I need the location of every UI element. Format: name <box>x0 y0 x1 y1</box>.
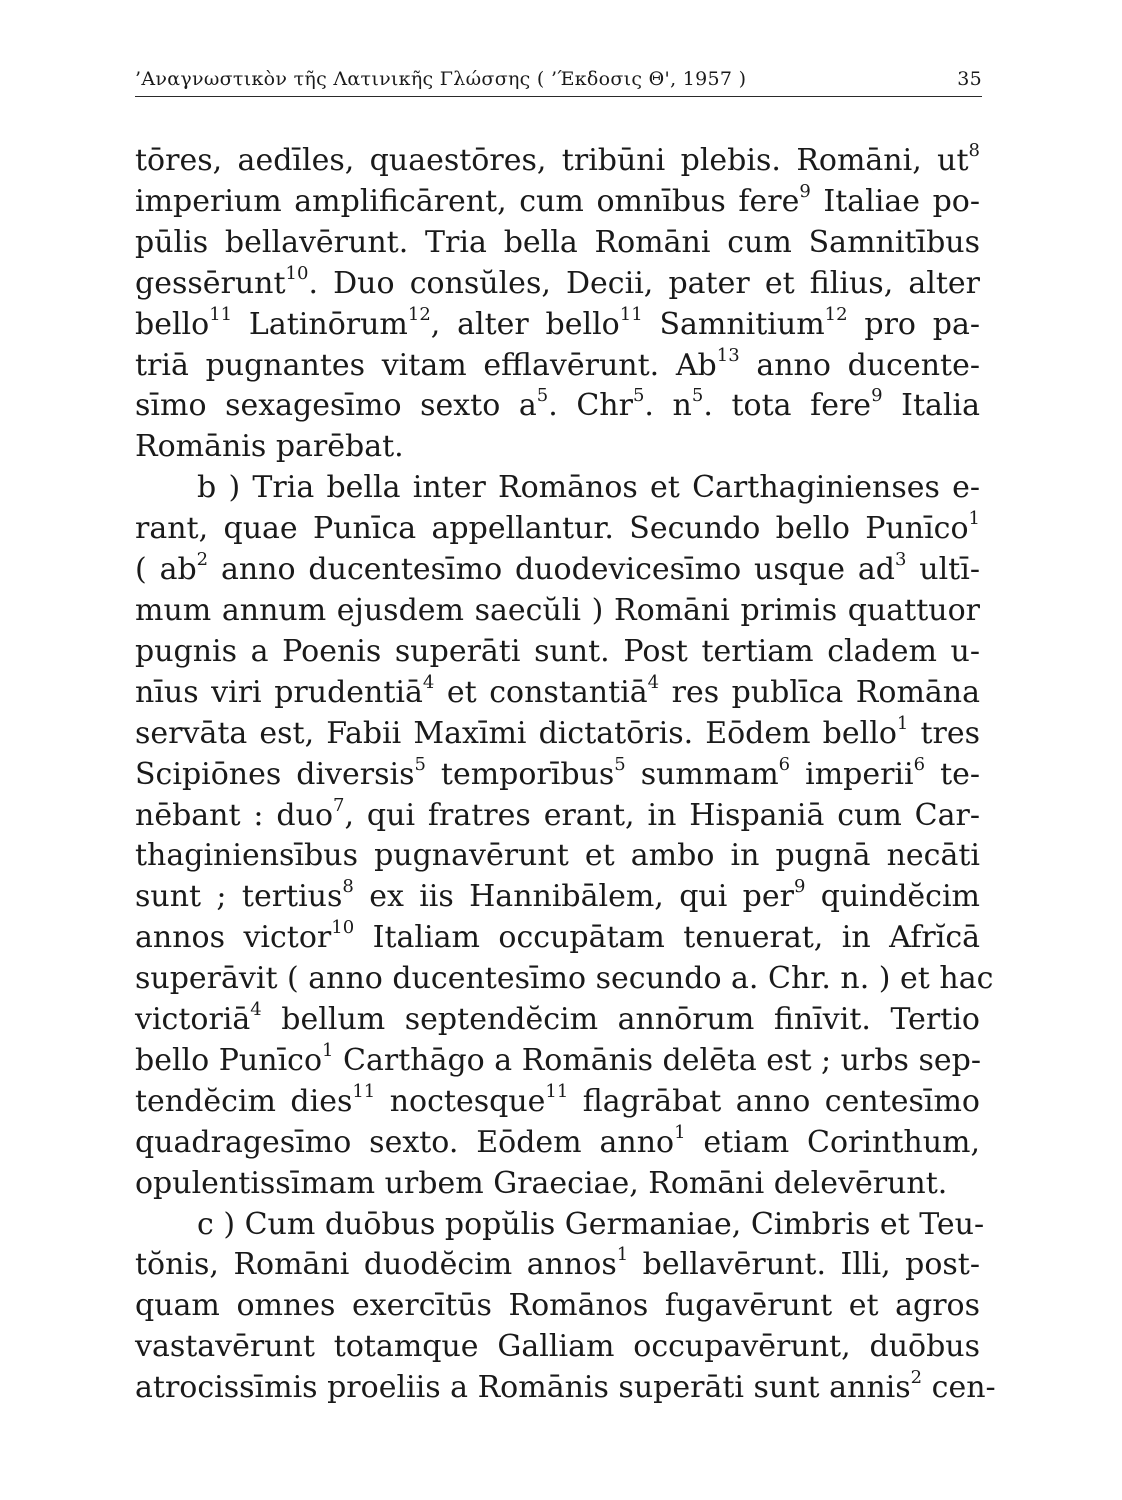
text-run: tendĕcim dies <box>135 1083 353 1119</box>
footnote-marker: 4 <box>250 999 262 1021</box>
text-run: , alter bello <box>430 306 620 342</box>
text-line <box>135 1245 980 1286</box>
text-line <box>135 1082 980 1123</box>
text-run: imperii <box>790 756 914 792</box>
footnote-marker: 3 <box>894 549 907 571</box>
text-run: atrocissīmis proeliis a Romānis superāti sunt annis <box>135 1370 911 1406</box>
footnote-marker: 12 <box>407 303 431 325</box>
footnote-marker: 12 <box>824 303 848 325</box>
text-line <box>135 1041 980 1082</box>
text-line <box>135 877 980 918</box>
text-run: etiam Corinthum, <box>685 1124 980 1160</box>
text-run: nīus viri prudentiā <box>135 674 423 710</box>
text-line <box>135 836 980 877</box>
text-run: opulentissīmam urbem Graeciae, Romāni delevērunt. <box>135 1165 948 1201</box>
footnote-marker: 11 <box>619 303 643 325</box>
text-run: imperium amplificārent, cum omnībus fere <box>135 183 800 219</box>
footnote-marker: 1 <box>968 508 980 530</box>
text-line <box>135 509 980 550</box>
text-run: superāvit ( anno ducentesīmo secundo a. Chr. n. ) et hac <box>135 961 994 997</box>
text-run: noctesque <box>375 1083 546 1119</box>
footnote-marker: 5 <box>536 385 549 407</box>
text-run: sunt ; tertius <box>135 879 343 915</box>
text-run: tōres, aedīles, quaestōres, tribūni plebis. Romāni, ut <box>135 143 969 178</box>
footnote-marker: 5 <box>414 753 426 775</box>
text-run: , qui fratres erant, in Hispaniā cum Car- <box>344 797 981 833</box>
text-run: . Duo consŭles, Decii, pater et filius, alter <box>308 265 980 301</box>
text-run: pugnis a Poenis superāti sunt. Post tertiam cladem u- <box>135 633 980 669</box>
text-line <box>135 223 980 264</box>
paragraph <box>135 468 994 1204</box>
text-line <box>135 346 980 387</box>
text-run: bellavērunt. Illi, post- <box>628 1247 980 1283</box>
text-run: b ) Tria bella inter Romānos et Carthaginienses e- <box>197 470 980 506</box>
paragraph <box>135 141 980 468</box>
text-line <box>135 714 980 755</box>
text-line <box>135 1327 980 1368</box>
text-run: res publīca Romāna <box>659 674 980 710</box>
footnote-marker: 8 <box>968 140 980 161</box>
footnote-marker: 2 <box>196 549 209 571</box>
text-run: Latinōrum <box>232 306 408 342</box>
text-run: victoriā <box>135 1002 251 1038</box>
text-run: rant, quae Punīca appellantur. Secundo bello Punīco <box>135 511 969 547</box>
text-line <box>135 918 980 959</box>
text-run: pūlis bellavērunt. Tria bella Romāni cum Samnitībus <box>135 224 980 260</box>
page-number: 35 <box>957 68 982 90</box>
footnote-marker: 1 <box>674 1121 686 1143</box>
text-run: et constantiā <box>434 674 648 710</box>
footnote-marker: 6 <box>778 753 791 775</box>
text-run: . tota fere <box>703 388 872 424</box>
text-run: pro pa- <box>847 306 980 342</box>
text-run: ( ab <box>135 552 197 588</box>
text-run: ex iis Hannibālem, qui per <box>353 879 794 915</box>
text-line <box>135 591 980 632</box>
footnote-marker: 9 <box>793 876 806 898</box>
footnote-marker: 8 <box>342 876 354 898</box>
paragraph <box>135 1205 996 1410</box>
text-run: flagrābat anno centesīmo <box>568 1083 980 1119</box>
text-run: bello <box>135 306 210 342</box>
text-line <box>135 1000 980 1041</box>
text-line <box>135 468 980 509</box>
text-line <box>135 141 980 182</box>
text-line <box>135 796 980 837</box>
text-run: Italiae po- <box>810 183 980 219</box>
footnote-marker: 1 <box>322 1039 334 1061</box>
footnote-marker: 11 <box>209 303 233 325</box>
text-run: anno ducentesīmo duodevicesīmo usque ad <box>208 552 895 588</box>
footnote-marker: 10 <box>285 262 309 284</box>
text-run: annos victor <box>135 920 332 956</box>
footnote-marker: 6 <box>913 753 926 775</box>
text-run: te- <box>925 756 981 792</box>
text-run: Romānis parēbat. <box>135 429 404 465</box>
text-run: . Chr <box>548 388 633 424</box>
text-run: quadragesīmo sexto. Eōdem anno <box>135 1124 675 1160</box>
text-run: Scipiōnes diversis <box>135 756 415 792</box>
text-run: temporībus <box>425 756 615 792</box>
text-run: Italia <box>882 388 980 424</box>
text-run: quam omnes exercītūs Romānos fugavērunt et agros <box>135 1288 980 1324</box>
text-run: ultī- <box>906 552 980 588</box>
text-run: Carthāgo a Romānis delēta est ; urbs sep- <box>333 1042 981 1078</box>
text-run: cen- <box>922 1370 996 1406</box>
text-line <box>135 182 980 223</box>
footnote-marker: 2 <box>910 1367 923 1389</box>
text-run: quindĕcim <box>805 879 980 915</box>
footnote-marker: 1 <box>896 712 909 734</box>
text-run: triā pugnantes vitam efflavērunt. Ab <box>135 347 717 383</box>
text-run: mum annum ejusdem saecŭli ) Romāni primis quattuor <box>135 592 980 628</box>
footnote-marker: 5 <box>614 753 626 775</box>
footnote-marker: 13 <box>716 344 740 366</box>
text-line <box>135 1367 996 1409</box>
text-run: Samnitium <box>642 306 825 342</box>
text-line <box>135 1123 980 1164</box>
text-run: sīmo sexagesīmo sexto a <box>135 388 537 424</box>
text-run: c ) Cum duōbus popŭlis Germaniae, Cimbris et Teu- <box>197 1206 985 1242</box>
footnote-marker: 10 <box>331 917 355 939</box>
text-run: tŏnis, Romāni duodĕcim annos <box>135 1247 617 1283</box>
text-line <box>135 632 980 673</box>
text-run: vastavērunt totamque Galliam occupavērunt, duōbus <box>135 1329 980 1365</box>
text-line <box>135 1286 980 1327</box>
footnote-marker: 11 <box>545 1080 569 1102</box>
text-run: gessērunt <box>135 265 286 301</box>
text-run: bellum septendĕcim annōrum finīvit. Tertio <box>261 1002 980 1038</box>
text-line <box>135 1164 980 1205</box>
text-run: tres <box>908 715 980 751</box>
running-title: ’Αναγνωστικὸν τῆς Λατινικῆς Γλώσσης ( ’Έκδοσις Θ', 1957 ) <box>135 68 747 90</box>
text-run: anno ducente- <box>739 347 980 383</box>
footnote-marker: 5 <box>691 385 704 407</box>
text-run: . n <box>644 388 692 424</box>
text-line <box>135 264 980 305</box>
text-line <box>135 673 980 714</box>
text-run: nēbant : duo <box>135 797 334 833</box>
footnote-marker: 4 <box>647 671 660 693</box>
text-run: bello Punīco <box>135 1042 323 1078</box>
text-run: Italiam occupātam tenuerat, in Afrĭcā <box>354 920 981 956</box>
running-header <box>135 68 982 97</box>
footnote-marker: 1 <box>616 1244 629 1266</box>
text-run: summam <box>625 756 779 792</box>
text-line <box>135 550 980 591</box>
body-text <box>135 140 996 1409</box>
text-line <box>135 1205 985 1246</box>
footnote-marker: 5 <box>632 385 645 407</box>
text-line <box>135 427 980 468</box>
footnote-marker: 7 <box>333 794 345 816</box>
text-line <box>135 305 980 346</box>
text-line <box>135 386 980 427</box>
text-run: thaginiensībus pugnavērunt et ambo in pugnā necāti <box>135 838 980 874</box>
footnote-marker: 9 <box>871 385 883 407</box>
footnote-marker: 4 <box>422 671 435 693</box>
footnote-marker: 11 <box>352 1080 376 1102</box>
footnote-marker: 9 <box>799 180 811 202</box>
text-run: servāta est, Fabii Maxīmi dictatōris. Eōdem bello <box>135 715 897 751</box>
text-line <box>135 755 980 796</box>
text-line <box>135 959 994 1000</box>
